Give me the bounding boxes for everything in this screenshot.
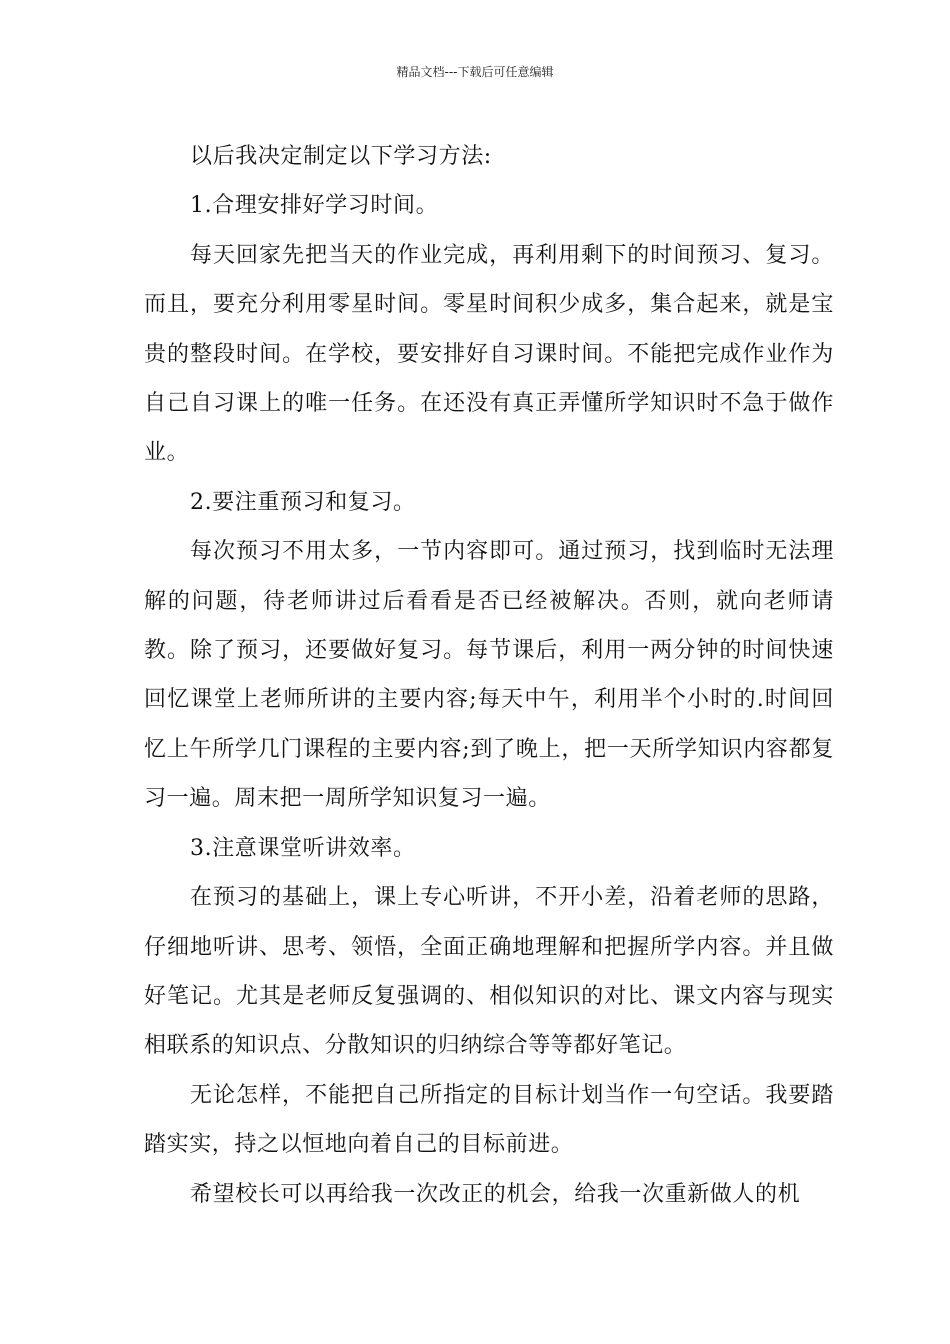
paragraph-closing: 希望校长可以再给我一次改正的机会，给我一次重新做人的机	[190, 1181, 801, 1207]
paragraph-intro: 以后我决定制定以下学习方法:	[190, 144, 492, 169]
paragraph-point-3: 在预习的基础上，课上专心听讲，不开小差，沿着老师的思路，仔细地听讲、思考、领悟，全面正确地理解和把握所学内容。并且做好笔记。尤其是老师反复强调的、相似知识的对比、课文内容与现实相联系的知识点、分散知识的归纳综合等等都好笔记。	[144, 885, 834, 1059]
paragraph-resolve: 无论怎样，不能把自己所指定的目标计划当作一句空话。我要踏踏实实，持之以恒地向着自己的目标前进。	[144, 1082, 834, 1158]
page-header: 精品文档---下载后可任意编辑	[396, 65, 554, 79]
heading-point-2: 2.要注重预习和复习。	[190, 489, 416, 515]
paragraph-point-2: 每次预习不用太多，一节内容即可。通过预习，找到临时无法理解的问题，待老师讲过后看看是否已经被解决。否则，就向老师请教。除了预习，还要做好复习。每节课后，利用一两分钟的时间快速回忆课堂上老师所讲的主要内容;每天中午，利用半个小时的.时间回忆上午所学几门课程的主要内容;到了晚上，把一天所学知识内容都复习一遍。周末把一周所学知识复习一遍。	[144, 539, 834, 812]
document-body	[144, 132, 834, 1219]
heading-point-3: 3.注意课堂听讲效率。	[190, 835, 416, 861]
paragraph-point-1: 每天回家先把当天的作业完成，再利用剩下的时间预习、复习。而且，要充分利用零星时间。零星时间积少成多，集合起来，就是宝贵的整段时间。在学校，要安排好自习课时间。不能把完成作业作为自己自习课上的唯一任务。在还没有真正弄懂所学知识时不急于做作业。	[144, 242, 834, 466]
heading-point-1: 1.合理安排好学习时间。	[190, 193, 439, 219]
